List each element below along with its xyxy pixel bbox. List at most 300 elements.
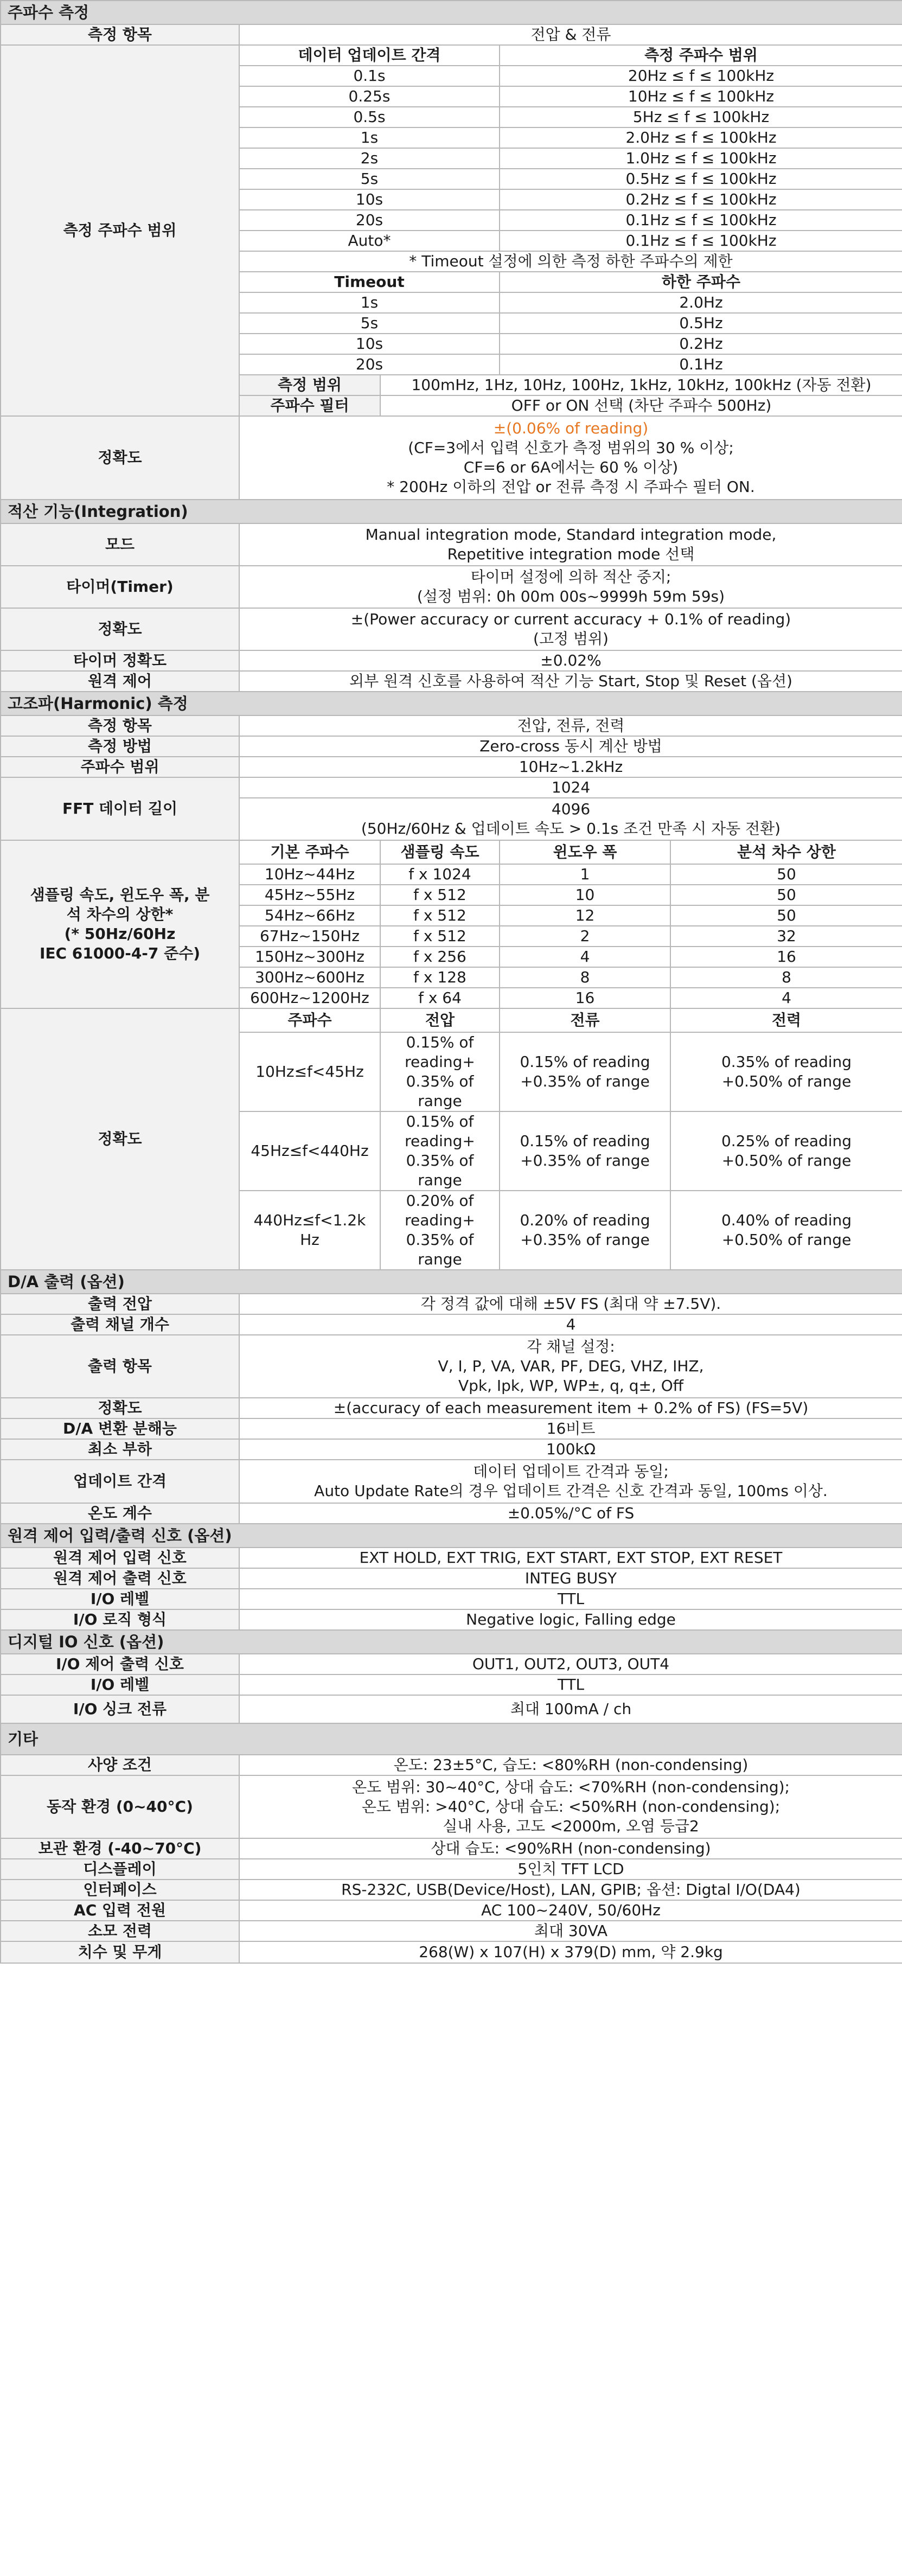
note-text [239, 251, 902, 272]
cell-text: (50Hz/60Hz & 업데이트 속도 > 0.1s 조건 만족 시 자동 전환) [361, 820, 781, 838]
column-header [500, 840, 670, 864]
table-cell [239, 864, 380, 885]
cell-text: 타이머(Timer) [66, 578, 174, 596]
row-value [239, 798, 902, 840]
cell-text: 정확도 [98, 1130, 142, 1148]
table-row [1, 650, 902, 671]
table-cell [500, 107, 902, 127]
table-row [1, 1335, 902, 1398]
column-header [500, 1008, 670, 1032]
cell-text: 치수 및 무게 [78, 1943, 162, 1961]
cell-text: 10s [355, 335, 383, 353]
cell-text: OUT1, OUT2, OUT3, OUT4 [472, 1655, 670, 1673]
cell-text: IEC 61000-4-7 준수) [39, 944, 201, 962]
cell-text: 67Hz~150Hz [259, 927, 360, 945]
cell-text: 하한 주파수 [662, 273, 740, 291]
table-cell [670, 905, 902, 926]
cell-text: 20s [355, 355, 383, 373]
cell-text: 0.1Hz [679, 355, 723, 373]
row-value [239, 1335, 902, 1398]
table-cell [239, 967, 380, 988]
cell-text: 원격 제어 입력/출력 신호 (옵션) [8, 1526, 232, 1545]
row-value [239, 1439, 902, 1460]
cell-text: 0.5Hz ≤ f ≤ 100kHz [625, 170, 777, 188]
row-value [239, 1568, 902, 1589]
cell-text: 2.0Hz [679, 293, 723, 311]
table-cell [500, 926, 670, 947]
cell-text: AC 입력 전원 [74, 1901, 166, 1919]
cell-text: 5s [360, 314, 379, 332]
table-row [1, 1548, 902, 1568]
cell-text: f x 256 [413, 948, 466, 966]
cell-text: +0.35% of range [520, 1152, 650, 1169]
table-cell [500, 169, 902, 189]
table-cell [500, 334, 902, 354]
table-row [1, 777, 902, 798]
cell-text: Manual integration mode, Standard integration mode, [365, 526, 777, 544]
row-label [1, 608, 239, 650]
table-cell [500, 66, 902, 86]
row-label [1, 777, 239, 840]
cell-text: 주파수 범위 [80, 758, 159, 776]
row-label [1, 1775, 239, 1838]
cell-text: 출력 전압 [88, 1295, 152, 1313]
cell-text: 4 [782, 989, 791, 1007]
cell-text: 주파수 필터 [270, 397, 349, 414]
table-row [1, 1294, 902, 1314]
cell-text: +0.50% of range [721, 1152, 852, 1169]
table-row [1, 1838, 902, 1859]
row-label [1, 1589, 239, 1609]
cell-text: 전압, 전류, 전력 [517, 717, 625, 734]
row-value [239, 1398, 902, 1418]
table-row [1, 608, 902, 650]
cell-text: f x 512 [413, 927, 466, 945]
cell-text: Timeout [334, 273, 405, 291]
cell-text: 출력 항목 [88, 1357, 152, 1375]
table-cell [239, 66, 500, 86]
cell-text: 0.2Hz ≤ f ≤ 100kHz [625, 190, 777, 208]
cell-text: 전류 [570, 1011, 600, 1029]
section-header [1, 1723, 902, 1755]
cell-text: 0.2Hz [679, 335, 723, 353]
table-row [1, 1503, 902, 1524]
table-row [1, 1460, 902, 1503]
cell-text: 8 [580, 968, 590, 986]
row-value [239, 1941, 902, 1963]
table-cell [500, 189, 902, 210]
row-value [239, 650, 902, 671]
table-row [1, 1008, 902, 1032]
table-cell [239, 148, 500, 169]
cell-text: 0.35% of range [406, 1072, 474, 1110]
row-label [1, 757, 239, 777]
table-row [1, 1439, 902, 1460]
cell-text: Auto* [348, 232, 391, 250]
cell-text: EXT HOLD, EXT TRIG, EXT START, EXT STOP, EXT RESET [359, 1549, 783, 1567]
cell-text: (CF=3에서 입력 신호가 측정 범위의 30 % 이상; [408, 439, 734, 457]
cell-text: 32 [777, 927, 796, 945]
cell-text: f x 128 [413, 968, 466, 986]
row-value [239, 1921, 902, 1941]
column-header [380, 840, 500, 864]
cell-text: * 200Hz 이하의 전압 or 전류 측정 시 주파수 필터 ON. [387, 478, 755, 496]
table-cell [239, 354, 500, 375]
cell-text: 45Hz~55Hz [264, 886, 355, 904]
table-row [1, 1568, 902, 1589]
table-row [1, 416, 902, 500]
row-value [239, 1859, 902, 1880]
cell-text: 5s [360, 170, 379, 188]
row-label [1, 1880, 239, 1900]
cell-text: 데이터 업데이트 간격과 동일; [473, 1462, 669, 1480]
table-cell [239, 189, 500, 210]
table-row [1, 1589, 902, 1609]
table-row [1, 1755, 902, 1775]
cell-text: V, I, P, VA, VAR, PF, DEG, VHZ, IHZ, [438, 1357, 704, 1375]
cell-text: 인터페이스 [83, 1881, 157, 1899]
cell-text: RS-232C, USB(Device/Host), LAN, GPIB; 옵션: Digtal I/O(DA4) [341, 1881, 801, 1899]
cell-text: 0.25s [348, 87, 391, 105]
table-row [1, 566, 902, 608]
table-row [1, 715, 902, 736]
table-cell [239, 231, 500, 251]
cell-text: AC 100~240V, 50/60Hz [481, 1901, 661, 1919]
table-row [1, 1921, 902, 1941]
table-cell [380, 905, 500, 926]
cell-text: ±0.02% [540, 651, 602, 669]
cell-text: 적산 기능(Integration) [8, 502, 188, 521]
table-row [1, 1418, 902, 1439]
table-row [1, 1524, 902, 1548]
cell-text: 분석 차수 상한 [737, 843, 836, 861]
cell-text: 보관 환경 (-40~70°C) [38, 1839, 202, 1857]
row-label [1, 523, 239, 566]
table-cell [500, 947, 670, 967]
table-row [1, 523, 902, 566]
cell-text: 정확도 [98, 620, 142, 638]
cell-text: 디스플레이 [83, 1860, 157, 1878]
row-label [1, 1335, 239, 1398]
cell-text: 고조파(Harmonic) 측정 [8, 694, 188, 713]
table-cell [500, 127, 902, 148]
cell-text: 12 [575, 906, 595, 924]
cell-text: 0.15% of reading [520, 1132, 650, 1150]
table-cell [670, 864, 902, 885]
cell-text: 0.15% of reading [520, 1053, 650, 1071]
table-row [1, 1314, 902, 1335]
cell-text: 실내 사용, 고도 <2000m, 오염 등급2 [443, 1817, 699, 1835]
table-cell [670, 926, 902, 947]
table-row [1, 1859, 902, 1880]
cell-text: 기본 주파수 [270, 843, 349, 861]
cell-text: 전력 [771, 1011, 802, 1029]
table-row [1, 500, 902, 523]
section-header [1, 1, 902, 24]
table-row [1, 692, 902, 715]
cell-text: 윈도우 폭 [553, 843, 617, 861]
row-label [1, 715, 239, 736]
table-cell [500, 1111, 670, 1191]
table-row [1, 1941, 902, 1963]
table-cell [500, 864, 670, 885]
cell-text: 4 [566, 1315, 576, 1333]
cell-text: +0.35% of range [520, 1231, 650, 1249]
row-value [239, 1755, 902, 1775]
row-label [1, 671, 239, 692]
cell-text: CF=6 or 6A에서는 60 % 이상) [463, 458, 679, 476]
row-label [1, 1418, 239, 1439]
cell-text: OFF or ON 선택 (차단 주파수 500Hz) [511, 397, 772, 414]
cell-text: 0.35% of range [406, 1152, 474, 1189]
row-value [239, 1418, 902, 1439]
cell-text: 50 [777, 865, 796, 883]
cell-text: 0.1Hz ≤ f ≤ 100kHz [625, 232, 777, 250]
cell-text: f x 512 [413, 906, 466, 924]
table-cell [239, 210, 500, 231]
row-label [1, 650, 239, 671]
row-label [1, 840, 239, 1008]
cell-text: 600Hz~1200Hz [250, 989, 369, 1007]
cell-text: 150Hz~300Hz [255, 948, 364, 966]
table-cell [239, 947, 380, 967]
cell-text: Zero-cross 동시 계산 방법 [479, 737, 662, 755]
row-value [239, 1314, 902, 1335]
table-row [1, 1775, 902, 1838]
cell-text: 16비트 [546, 1420, 596, 1437]
cell-text: f x 1024 [408, 865, 471, 883]
cell-text: 0.20% of reading [520, 1211, 650, 1229]
table-row [1, 736, 902, 757]
row-value [239, 757, 902, 777]
row-value [239, 1548, 902, 1568]
table-cell [500, 1191, 670, 1270]
table-cell [500, 354, 902, 375]
cell-text: 45Hz≤f<440Hz [251, 1142, 369, 1160]
cell-text: 기타 [8, 1730, 39, 1748]
row-label [1, 566, 239, 608]
cell-text: 측정 주파수 범위 [63, 221, 177, 239]
row-label [1, 416, 239, 500]
cell-text: 주파수 [287, 1011, 332, 1029]
table-cell [670, 1032, 902, 1111]
table-cell [670, 967, 902, 988]
table-cell [380, 1111, 500, 1191]
cell-text: 최대 100mA / ch [510, 1700, 632, 1718]
row-value [239, 671, 902, 692]
cell-text: 100kΩ [546, 1440, 596, 1458]
table-cell [239, 1191, 380, 1270]
cell-text: 최대 30VA [534, 1922, 608, 1940]
cell-text: Auto Update Rate의 경우 업데이트 간격은 신호 간격과 동일, 100ms 이상. [314, 1482, 828, 1500]
row-value [239, 1900, 902, 1921]
cell-text: D/A 변환 분해능 [63, 1420, 177, 1437]
cell-text: 원격 제어 출력 신호 [53, 1569, 187, 1587]
row-label [1, 1674, 239, 1695]
row-label [1, 24, 239, 45]
cell-text: 온도 범위: 30~40°C, 상대 습도: <70%RH (non-condensing); [352, 1778, 790, 1796]
cell-text: 300Hz~600Hz [255, 968, 364, 986]
row-value [239, 777, 902, 798]
cell-text: 측정 항목 [88, 717, 152, 734]
table-cell [239, 905, 380, 926]
cell-text: 온도 계수 [88, 1504, 152, 1522]
cell-text: Repetitive integration mode 선택 [447, 545, 695, 563]
table-row [1, 45, 902, 66]
section-header [1, 692, 902, 715]
cell-text: 측정 범위 [278, 376, 342, 394]
cell-text: FFT 데이터 길이 [62, 800, 178, 817]
table-cell [239, 313, 500, 334]
row-label [1, 1398, 239, 1418]
cell-text: 0.15% of reading+ [405, 1033, 475, 1071]
section-header [1, 1630, 902, 1654]
table-row [1, 757, 902, 777]
cell-text: 측정 주파수 범위 [644, 46, 758, 64]
cell-text: 데이터 업데이트 간격 [298, 46, 441, 64]
cell-text: ±0.05%/°C of FS [507, 1504, 635, 1522]
cell-text: 각 채널 설정: [527, 1338, 615, 1356]
cell-text: TTL [557, 1590, 585, 1608]
row-value [239, 1294, 902, 1314]
row-value [239, 1838, 902, 1859]
row-label [1, 1609, 239, 1630]
cell-text: 100mHz, 1Hz, 10Hz, 100Hz, 1kHz, 10kHz, 100kHz (자동 전환) [411, 376, 872, 394]
cell-text: 소모 전력 [88, 1922, 152, 1940]
table-cell [380, 864, 500, 885]
cell-text: 0.5s [353, 108, 386, 126]
table-cell [239, 292, 500, 313]
cell-text: 0.1s [353, 67, 386, 85]
table-row [1, 1900, 902, 1921]
table-row [1, 1723, 902, 1755]
cell-text: (* 50Hz/60Hz [64, 925, 176, 943]
cell-text: 268(W) x 107(H) x 379(D) mm, 약 2.9kg [419, 1943, 723, 1961]
cell-text: I/O 제어 출력 신호 [56, 1655, 184, 1673]
cell-text: 샘플링 속도 [400, 843, 479, 861]
row-value [239, 523, 902, 566]
cell-text: 출력 채널 개수 [71, 1315, 169, 1333]
row-label [1, 1548, 239, 1568]
table-cell [239, 988, 380, 1008]
cell-text: 원격 제어 [88, 672, 152, 690]
row-label [1, 736, 239, 757]
table-cell [239, 107, 500, 127]
table-cell [239, 169, 500, 189]
cell-text: 2 [580, 927, 590, 945]
cell-text: I/O 로직 형식 [73, 1610, 167, 1628]
table-cell [500, 231, 902, 251]
row-value [239, 1695, 902, 1723]
cell-text: 50 [777, 886, 796, 904]
cell-text: 1s [360, 129, 379, 146]
row-value [239, 566, 902, 608]
cell-text: * Timeout 설정에 의한 측정 하한 주파수의 제한 [409, 252, 733, 270]
cell-text: 사양 조건 [88, 1756, 152, 1774]
table-row [1, 1609, 902, 1630]
cell-text: 업데이트 간격 [73, 1472, 167, 1490]
row-value [380, 395, 902, 416]
table-cell [380, 967, 500, 988]
cell-text: 0.1Hz ≤ f ≤ 100kHz [625, 211, 777, 229]
table-cell [380, 988, 500, 1008]
cell-text: 10Hz ≤ f ≤ 100kHz [628, 87, 775, 105]
table-cell [239, 1111, 380, 1191]
row-value [239, 24, 902, 45]
cell-text: 1024 [551, 778, 591, 796]
cell-text: 0.40% of reading [721, 1211, 852, 1229]
table-row [1, 1630, 902, 1654]
row-label [1, 1755, 239, 1775]
table-cell [500, 148, 902, 169]
cell-text: Hz [300, 1231, 319, 1249]
cell-text: 석 차수의 상한* [66, 905, 174, 923]
table-cell [239, 885, 380, 905]
table-cell [500, 1032, 670, 1111]
cell-text: 0.35% of reading [721, 1053, 852, 1071]
row-value [239, 736, 902, 757]
row-label [1, 1921, 239, 1941]
table-row [1, 1398, 902, 1418]
cell-text: 10Hz~1.2kHz [519, 758, 623, 776]
column-header [239, 272, 500, 292]
cell-text: 정확도 [98, 1399, 142, 1417]
cell-text: 타이머 정확도 [73, 651, 167, 669]
table-cell [500, 905, 670, 926]
cell-text: 상대 습도: <90%RH (non-condensing) [431, 1839, 711, 1857]
cell-text: 동작 환경 (0~40°C) [47, 1798, 193, 1816]
row-label [1, 1900, 239, 1921]
cell-text: f x 512 [413, 886, 466, 904]
column-header [380, 1008, 500, 1032]
row-value [239, 715, 902, 736]
table-cell [500, 988, 670, 1008]
cell-text: 측정 항목 [88, 25, 152, 43]
table-row [1, 1270, 902, 1294]
table-cell [380, 885, 500, 905]
cell-text: ±(0.06% of reading) [493, 419, 649, 437]
column-header [500, 272, 902, 292]
table-cell [380, 1191, 500, 1270]
table-cell [239, 1032, 380, 1111]
cell-text: (고정 범위) [533, 630, 609, 648]
table-cell [500, 292, 902, 313]
cell-text: 54Hz~66Hz [264, 906, 355, 924]
cell-text: 온도: 23±5°C, 습도: <80%RH (non-condensing) [393, 1756, 749, 1774]
cell-text: 모드 [105, 535, 135, 553]
table-row [1, 671, 902, 692]
row-value [380, 375, 902, 395]
column-header [239, 1008, 380, 1032]
cell-text: 4096 [551, 800, 591, 818]
row-value [239, 416, 902, 500]
cell-text: +0.50% of range [721, 1231, 852, 1249]
cell-text: 전압 [425, 1011, 455, 1029]
cell-text: 각 정격 값에 대해 ±5V FS (최대 약 ±7.5V). [420, 1295, 721, 1313]
table-cell [380, 947, 500, 967]
cell-text: 전압 & 전류 [530, 25, 611, 43]
table-row [1, 1674, 902, 1695]
section-header [1, 1270, 902, 1294]
cell-text: 16 [777, 948, 796, 966]
cell-text: +0.35% of range [520, 1072, 650, 1090]
row-label [1, 1654, 239, 1674]
cell-text: 10Hz~44Hz [264, 865, 355, 883]
table-row [1, 24, 902, 45]
table-cell [670, 947, 902, 967]
cell-text: 온도 범위: >40°C, 상대 습도: <50%RH (non-condensing); [361, 1798, 781, 1816]
table-cell [380, 1032, 500, 1111]
